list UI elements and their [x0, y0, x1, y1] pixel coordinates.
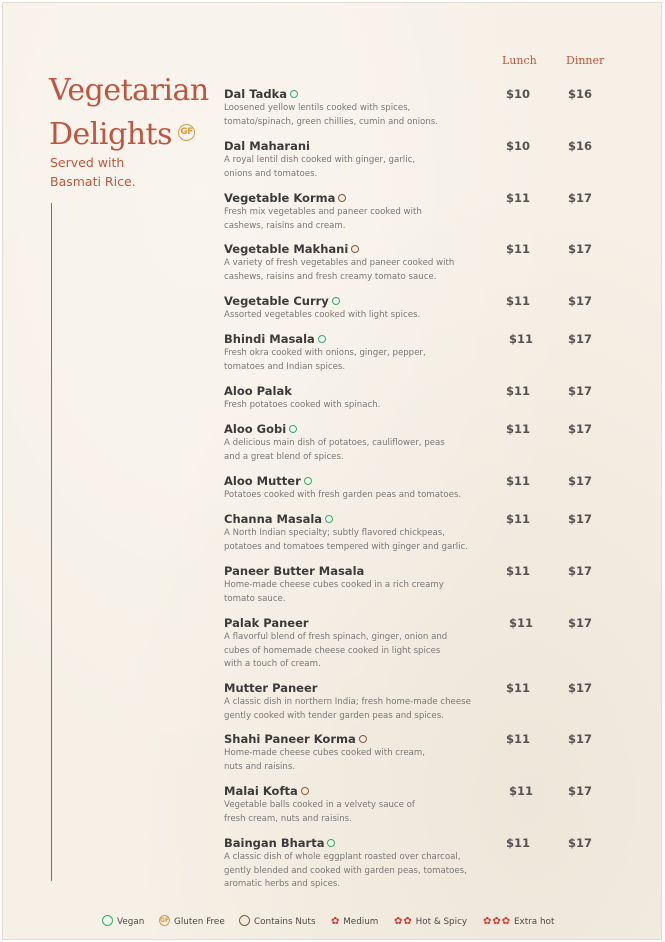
item-name: Aloo Mutter [224, 474, 301, 488]
description-line: cashews, raisins and cream. [224, 220, 346, 231]
lunch-price: $11 [506, 732, 531, 746]
description-line: cubes of homemade cheese cooked in light spices [224, 645, 441, 656]
dinner-price: $17 [568, 681, 593, 695]
vegan-icon [289, 425, 297, 433]
description-line: Loosened yellow lentils cooked with spices, [224, 103, 411, 113]
legend-contains-nuts [239, 916, 316, 927]
menu-item [224, 474, 514, 503]
dinner-price: $17 [568, 564, 593, 578]
chili-icon: ✿ [394, 916, 403, 927]
item-name: Dal Tadka [224, 87, 288, 101]
item-description [224, 102, 514, 129]
lunch-price: $11 [506, 512, 531, 526]
gluten-free-icon: GF [160, 917, 170, 924]
menu-item [224, 139, 514, 181]
dinner-price: $17 [568, 191, 593, 205]
item-name-row [224, 332, 514, 347]
lunch-price: $11 [506, 474, 531, 488]
description-line: with a touch of cream. [224, 659, 321, 669]
item-description [224, 799, 514, 826]
item-name: Aloo Palak [224, 384, 292, 398]
menu-item [224, 332, 514, 374]
section-title [49, 69, 209, 157]
description-line: A variety of fresh vegetables and paneer cooked with [224, 258, 455, 268]
description-line: Fresh potatoes cooked with spinach. [224, 400, 381, 410]
item-name-row [224, 512, 514, 527]
menu-item [224, 681, 514, 723]
description-line: aromatic herbs and spices. [224, 879, 341, 889]
item-name-row [224, 474, 514, 489]
description-line: Fresh okra cooked with onions, ginger, pepper, [224, 348, 426, 358]
description-line: Home-made cheese cubes cooked in a rich creamy [224, 580, 444, 590]
dinner-price: $17 [568, 732, 593, 746]
item-name: Aloo Gobi [224, 422, 287, 436]
item-name: Channa Masala [224, 512, 323, 526]
menu-item [224, 732, 514, 774]
item-name-row [224, 784, 514, 799]
lunch-price: $10 [506, 139, 531, 153]
description-line: A classic dish in northern India; fresh home-made cheese [224, 697, 471, 707]
description-line: gently blended and cooked with garden peas, tomatoes, [224, 865, 467, 876]
item-name-row [224, 242, 514, 257]
legend-gluten-free-label: Gluten Free [174, 917, 225, 927]
description-line: potatoes and tomatoes tempered with ginger and garlic. [224, 541, 468, 552]
description-line: A delicious main dish of potatoes, cauliflower, peas [224, 438, 445, 448]
lunch-price: $11 [506, 681, 531, 695]
description-line: Vegetable balls cooked in a velvety sauce of [224, 800, 415, 810]
description-line: tomato sauce. [224, 593, 286, 604]
vegan-icon [327, 839, 335, 847]
item-name-row [224, 422, 514, 437]
lunch-price: $11 [506, 564, 531, 578]
description-line: Potatoes cooked with fresh garden peas and tomatoes. [224, 490, 462, 500]
item-description [224, 154, 514, 181]
dinner-price: $17 [568, 512, 593, 526]
dinner-price: $16 [568, 87, 593, 101]
item-name: Mutter Paneer [224, 681, 318, 695]
item-name: Vegetable Curry [224, 294, 329, 308]
item-name-row [224, 564, 514, 579]
vegan-icon [102, 915, 113, 926]
nuts-icon [351, 245, 359, 253]
lunch-price: $11 [506, 422, 531, 436]
legend-extra-hot-label: Extra hot [513, 917, 555, 927]
vegan-icon [318, 335, 326, 343]
legend-hot-spicy-label: Hot & Spicy [415, 917, 468, 927]
dinner-price: $16 [568, 139, 593, 153]
menu-item [224, 384, 514, 413]
description-line: and a great blend of spices. [224, 451, 344, 462]
dinner-price: $17 [568, 836, 593, 850]
lunch-price: $10 [506, 87, 531, 101]
vegan-icon [332, 297, 340, 305]
item-name: Malai Kofta [224, 784, 298, 798]
description-line: cashews, raisins and fresh creamy tomato sauce. [224, 271, 437, 282]
nuts-icon [359, 735, 367, 743]
legend-vegan [102, 916, 144, 927]
item-name: Dal Maharani [224, 139, 310, 153]
nuts-icon [301, 787, 309, 795]
legend-extra-hot [483, 916, 554, 927]
dinner-price: $17 [568, 242, 593, 256]
item-name: Bhindi Masala [224, 332, 315, 346]
chili-icon: ✿ [501, 916, 511, 927]
menu-item [224, 191, 514, 233]
item-description [224, 696, 514, 723]
item-name-row [224, 191, 514, 206]
lunch-price: $11 [506, 191, 531, 205]
menu-item [224, 87, 514, 129]
item-name: Vegetable Makhani [224, 242, 349, 256]
dinner-price: $17 [568, 332, 593, 346]
dinner-price: $17 [568, 616, 593, 630]
title-line-1: Vegetarian [49, 73, 209, 108]
legend-medium [331, 916, 378, 927]
dinner-price: $17 [568, 474, 593, 488]
legend-medium-label: Medium [343, 917, 379, 927]
item-description [224, 851, 514, 892]
item-name-row [224, 384, 514, 399]
dinner-price: $17 [568, 784, 593, 798]
menu-item [224, 784, 514, 826]
chili-icon: ✿ [403, 916, 412, 927]
lunch-price: $11 [506, 384, 531, 398]
menu-item [224, 294, 514, 323]
item-name: Shahi Paneer Korma [224, 732, 356, 746]
menu-item [224, 512, 514, 554]
description-line: A royal lentil dish cooked with ginger, garlic, [224, 155, 416, 165]
item-description [224, 206, 514, 233]
item-description [224, 309, 514, 323]
menu-item [224, 836, 514, 892]
dinner-price: $17 [568, 294, 593, 308]
title-line-2-text: Delights [49, 117, 172, 152]
subtitle-line-2: Basmati Rice. [50, 174, 136, 189]
dinner-column-header: Dinner [566, 54, 605, 67]
chili-icon: ✿ [483, 916, 492, 927]
description-line: tomato/spinach, green chillies, cumin and onions. [224, 116, 438, 127]
menu-page [2, 2, 662, 940]
item-name-row [224, 139, 514, 154]
description-line: A North Indian specialty; subtly flavored chickpeas, [224, 528, 445, 538]
menu-item [224, 242, 514, 284]
description-line: tomatoes and Indian spices. [224, 361, 346, 372]
description-line: onions and tomatoes. [224, 168, 318, 179]
item-name: Paneer Butter Masala [224, 564, 365, 578]
item-name: Palak Paneer [224, 616, 309, 630]
item-name: Vegetable Korma [224, 191, 336, 205]
item-description [224, 747, 514, 774]
lunch-price: $11 [509, 332, 534, 346]
menu-item [224, 616, 514, 672]
lunch-price: $11 [509, 616, 534, 630]
vegan-icon [304, 477, 312, 485]
item-description [224, 527, 514, 554]
vertical-divider [51, 203, 52, 881]
description-line: Home-made cheese cubes cooked with cream, [224, 748, 426, 758]
legend-contains-nuts-label: Contains Nuts [254, 917, 316, 927]
menu-item [224, 564, 514, 606]
section-subtitle [50, 153, 136, 191]
description-line: A flavorful blend of fresh spinach, ginger, onion and [224, 632, 448, 642]
item-name-row [224, 681, 514, 696]
menu-item [224, 422, 514, 464]
dinner-price: $17 [568, 384, 593, 398]
item-description [224, 579, 514, 606]
item-description [224, 347, 514, 374]
chili-icon: ✿ [492, 916, 501, 927]
item-description [224, 437, 514, 464]
lunch-column-header: Lunch [502, 54, 537, 67]
description-line: nuts and raisins. [224, 761, 296, 772]
lunch-price: $11 [506, 242, 531, 256]
title-line-2 [49, 113, 209, 157]
description-line: Assorted vegetables cooked with light spices. [224, 310, 421, 320]
item-description [224, 631, 514, 672]
description-line: Fresh mix vegetables and paneer cooked with [224, 207, 422, 217]
description-line: fresh cream, nuts and raisins. [224, 813, 352, 824]
item-name-row [224, 294, 514, 309]
item-name: Baingan Bharta [224, 836, 325, 850]
dinner-price: $17 [568, 422, 593, 436]
description-line: A classic dish of whole eggplant roasted over charcoal, [224, 852, 461, 862]
nuts-icon [239, 915, 250, 926]
legend-hot-spicy [394, 916, 467, 927]
vegan-icon [325, 515, 333, 523]
subtitle-line-1: Served with [50, 155, 125, 170]
legend-vegan-label: Vegan [117, 917, 145, 927]
item-name-row [224, 836, 514, 851]
legend-gluten-free [159, 916, 225, 927]
item-description [224, 399, 514, 413]
lunch-price: $11 [506, 836, 531, 850]
chili-icon: ✿ [331, 916, 340, 927]
item-name-row [224, 87, 514, 102]
vegan-icon [290, 90, 298, 98]
gluten-free-icon: GF [178, 124, 195, 141]
item-description [224, 489, 514, 503]
item-name-row [224, 616, 514, 631]
lunch-price: $11 [509, 784, 534, 798]
item-description [224, 257, 514, 284]
nuts-icon [338, 194, 346, 202]
lunch-price: $11 [506, 294, 531, 308]
description-line: gently cooked with tender garden peas and spices. [224, 710, 444, 721]
item-name-row [224, 732, 514, 747]
